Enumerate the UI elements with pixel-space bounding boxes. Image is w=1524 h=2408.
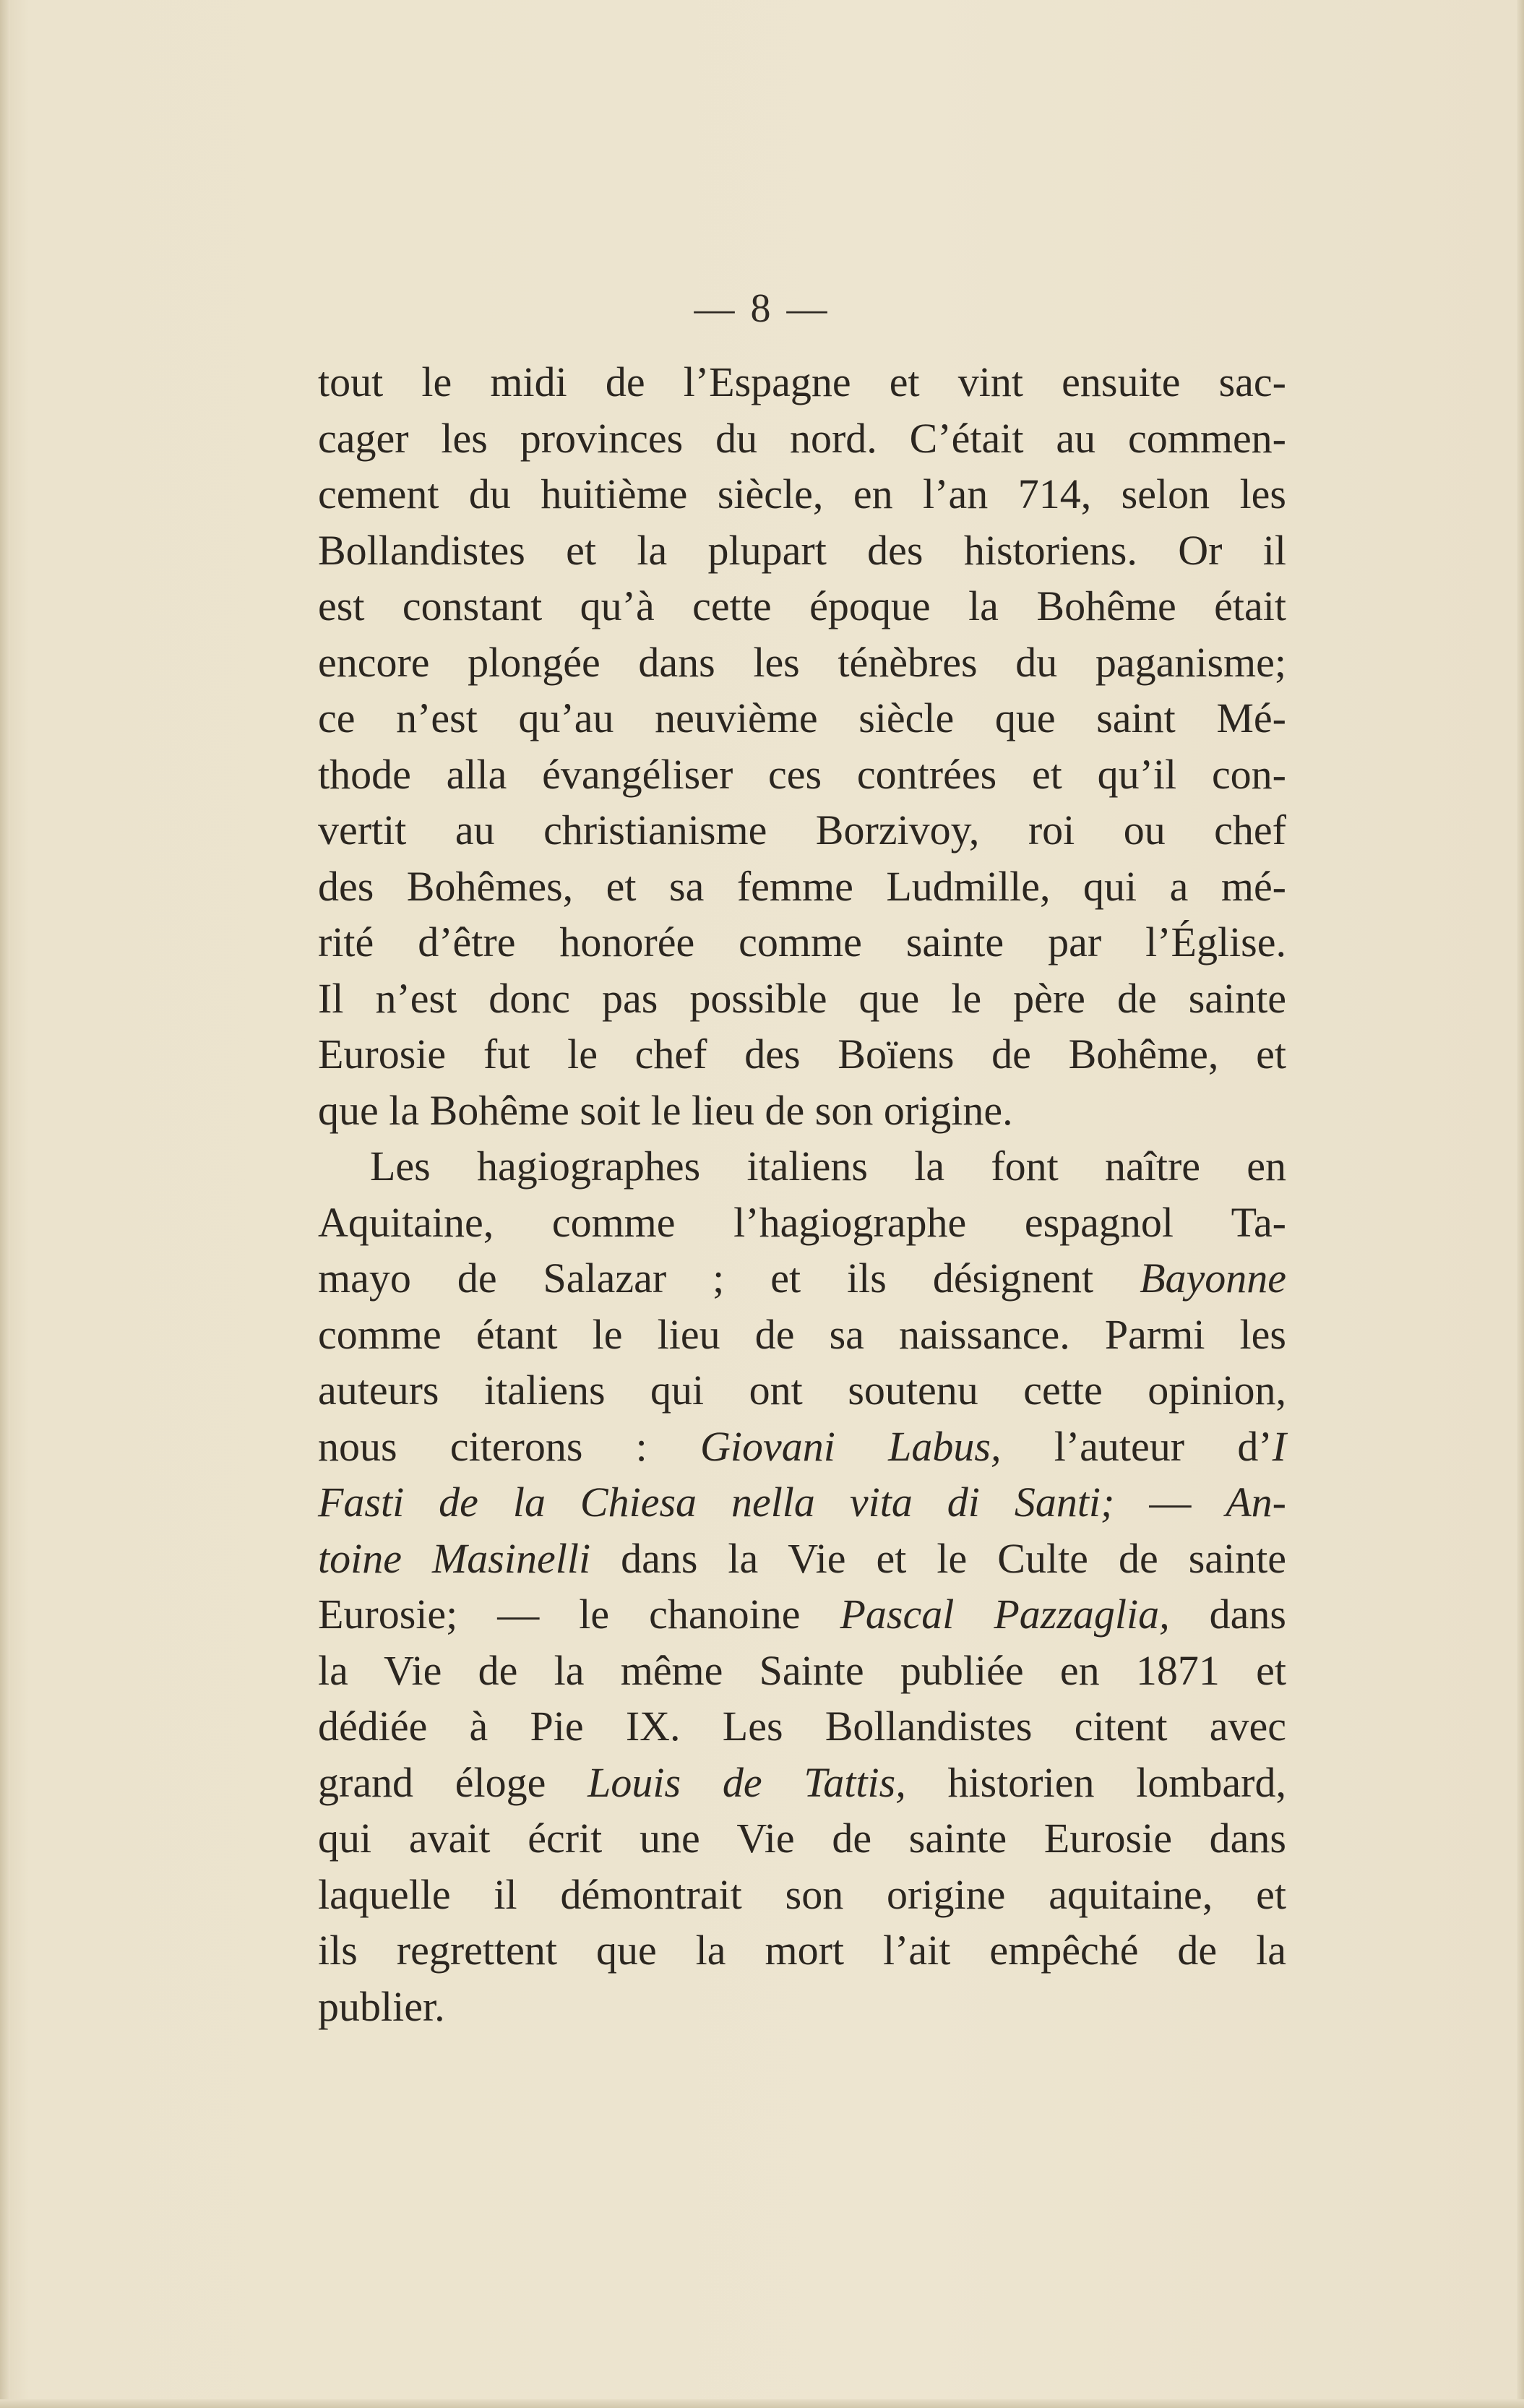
page-left-edge: [0, 0, 10, 2408]
italic-text: Fasti de la Chiesa nella vita di Santi;: [318, 1479, 1115, 1526]
text-line: cager les provinces du nord. C’était au commen-: [318, 414, 1286, 462]
page-number: — 8 —: [694, 286, 830, 331]
text-line: des Bohêmes, et sa femme Ludmille, qui a mé-: [318, 862, 1286, 910]
italic-text: Bayonne: [1140, 1255, 1286, 1302]
italic-text: Pascal Pazzaglia,: [840, 1591, 1170, 1638]
text-line: la Vie de la même Sainte publiée en 1871 et: [318, 1646, 1286, 1694]
text-line: cement du huitième siècle, en l’an 714, selon les: [318, 470, 1286, 517]
text-line: que la Bohême soit le lieu de son origine.: [318, 1086, 1013, 1134]
text-line: dédiée à Pie IX. Les Bollandistes citent avec: [318, 1703, 1286, 1750]
text-line: Fasti de la Chiesa nella vita di Santi; — An-: [318, 1479, 1286, 1526]
italic-text: I: [1272, 1422, 1286, 1470]
text-line: Bollandistes et la plupart des historiens. Or il: [318, 526, 1286, 574]
text-line: Aquitaine, comme l’hagiographe espagnol Ta-: [318, 1198, 1286, 1246]
text-line: mayo de Salazar ; et ils désignent Bayonne: [318, 1255, 1286, 1302]
italic-text: toine Masinelli: [318, 1534, 591, 1582]
text-line: encore plongée dans les ténèbres du paganisme;: [318, 638, 1286, 686]
text-line: vertit au christianisme Borzivoy, roi ou chef: [318, 807, 1286, 853]
text-line: toine Masinelli dans la Vie et le Culte de sainte: [318, 1534, 1286, 1582]
text-line: comme étant le lieu de sa naissance. Parmi les: [318, 1310, 1286, 1358]
text-line: qui avait écrit une Vie de sainte Eurosie dans: [318, 1815, 1286, 1862]
text-line: Il n’est donc pas possible que le père de sainte: [318, 974, 1286, 1022]
text-line: thode alla évangéliser ces contrées et qu’il con-: [318, 750, 1286, 798]
body-text: [318, 354, 1286, 2034]
text-line: est constant qu’à cette époque la Bohême était: [318, 582, 1286, 629]
text-line: ce n’est qu’au neuvième siècle que saint Mé-: [318, 695, 1286, 741]
italic-text: Louis de Tattis,: [587, 1758, 906, 1806]
text-line: Eurosie; — le chanoine Pascal Pazzaglia, dans: [318, 1591, 1286, 1638]
text-line: publier.: [318, 1982, 445, 2030]
text-line: rité d’être honorée comme sainte par l’Église.: [318, 919, 1286, 966]
text-line: Les hagiographes italiens la font naître en: [370, 1143, 1286, 1190]
italic-text: Giovani Labus,: [700, 1422, 1002, 1470]
page-right-edge: [1517, 0, 1524, 2408]
text-line: tout le midi de l’Espagne et vint ensuite sac-: [318, 358, 1286, 405]
text-line: grand éloge Louis de Tattis, historien lombard,: [318, 1758, 1286, 1806]
text-line: auteurs italiens qui ont soutenu cette opinion,: [318, 1367, 1286, 1414]
page-bottom-edge: [0, 2399, 1524, 2408]
text-line: nous citerons : Giovani Labus, l’auteur d’I: [318, 1422, 1286, 1470]
text-line: laquelle il démontrait son origine aquitaine, et: [318, 1870, 1286, 1918]
italic-text: An-: [1226, 1479, 1286, 1526]
text-line: ils regrettent que la mort l’ait empêché de la: [318, 1927, 1286, 1974]
text-line: Eurosie fut le chef des Boïens de Bohême, et: [318, 1031, 1286, 1078]
